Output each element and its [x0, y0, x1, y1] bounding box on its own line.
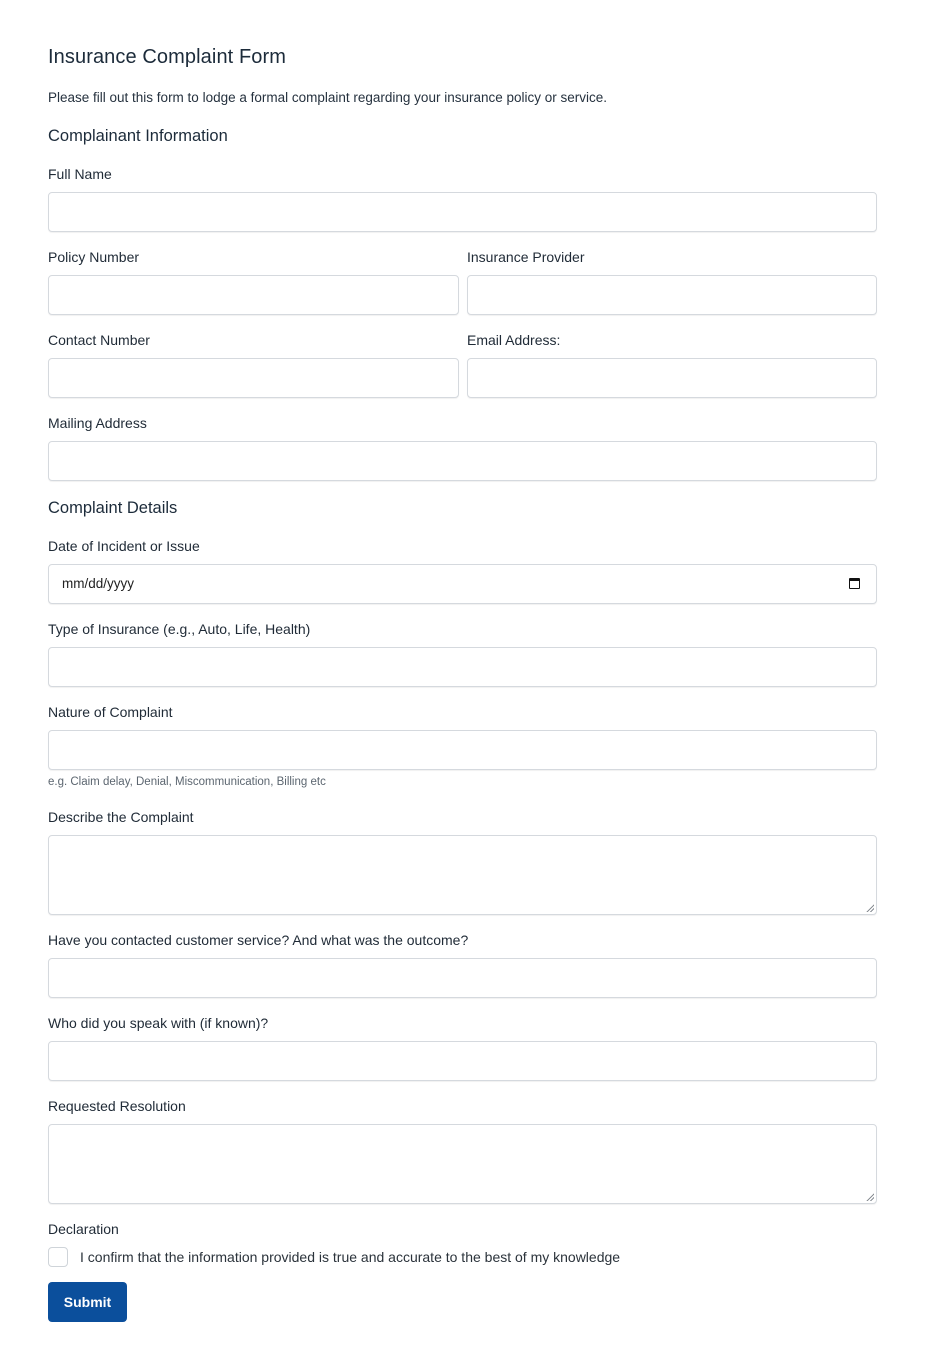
- insurance-provider-label: Insurance Provider: [467, 249, 585, 265]
- describe-textarea[interactable]: [48, 835, 877, 915]
- contacted-service-input[interactable]: [48, 958, 877, 998]
- nature-help-text: e.g. Claim delay, Denial, Miscommunication, Billing etc: [48, 776, 326, 788]
- form-intro: Please fill out this form to lodge a formal complaint regarding your insurance policy or service.: [48, 90, 608, 105]
- form-title: Insurance Complaint Form: [48, 46, 287, 68]
- date-placeholder: mm/dd/yyyy: [62, 576, 135, 591]
- policy-number-label: Policy Number: [48, 249, 140, 265]
- email-input[interactable]: [467, 358, 877, 398]
- incident-date-input[interactable]: [48, 564, 877, 604]
- resize-grip-icon[interactable]: [866, 1193, 874, 1201]
- full-name-input[interactable]: [48, 192, 877, 232]
- section-complainant-title: Complainant Information: [48, 127, 228, 145]
- mailing-address-input[interactable]: [48, 441, 877, 481]
- declaration-heading: Declaration: [48, 1221, 119, 1237]
- insurance-type-label: Type of Insurance (e.g., Auto, Life, Health): [48, 621, 311, 637]
- contact-number-label: Contact Number: [48, 332, 150, 348]
- declaration-checkbox-label[interactable]: I confirm that the information provided is true and accurate to the best of my knowledge: [80, 1249, 621, 1265]
- resize-grip-icon[interactable]: [866, 904, 874, 912]
- email-label: Email Address:: [467, 332, 561, 348]
- resolution-textarea[interactable]: [48, 1124, 877, 1204]
- nature-label: Nature of Complaint: [48, 704, 173, 720]
- policy-number-input[interactable]: [48, 275, 459, 315]
- incident-date-label: Date of Incident or Issue: [48, 538, 200, 554]
- spoke-with-label: Who did you speak with (if known)?: [48, 1015, 269, 1031]
- calendar-icon[interactable]: [849, 578, 860, 589]
- full-name-label: Full Name: [48, 166, 112, 182]
- mailing-address-label: Mailing Address: [48, 415, 147, 431]
- submit-button[interactable]: Submit: [48, 1282, 127, 1322]
- insurance-provider-input[interactable]: [467, 275, 877, 315]
- section-details-title: Complaint Details: [48, 499, 178, 517]
- resolution-label: Requested Resolution: [48, 1098, 186, 1114]
- describe-label: Describe the Complaint: [48, 809, 194, 825]
- declaration-checkbox[interactable]: [48, 1247, 68, 1267]
- insurance-type-input[interactable]: [48, 647, 877, 687]
- contacted-service-label: Have you contacted customer service? And what was the outcome?: [48, 932, 469, 948]
- nature-input[interactable]: [48, 730, 877, 770]
- spoke-with-input[interactable]: [48, 1041, 877, 1081]
- contact-number-input[interactable]: [48, 358, 459, 398]
